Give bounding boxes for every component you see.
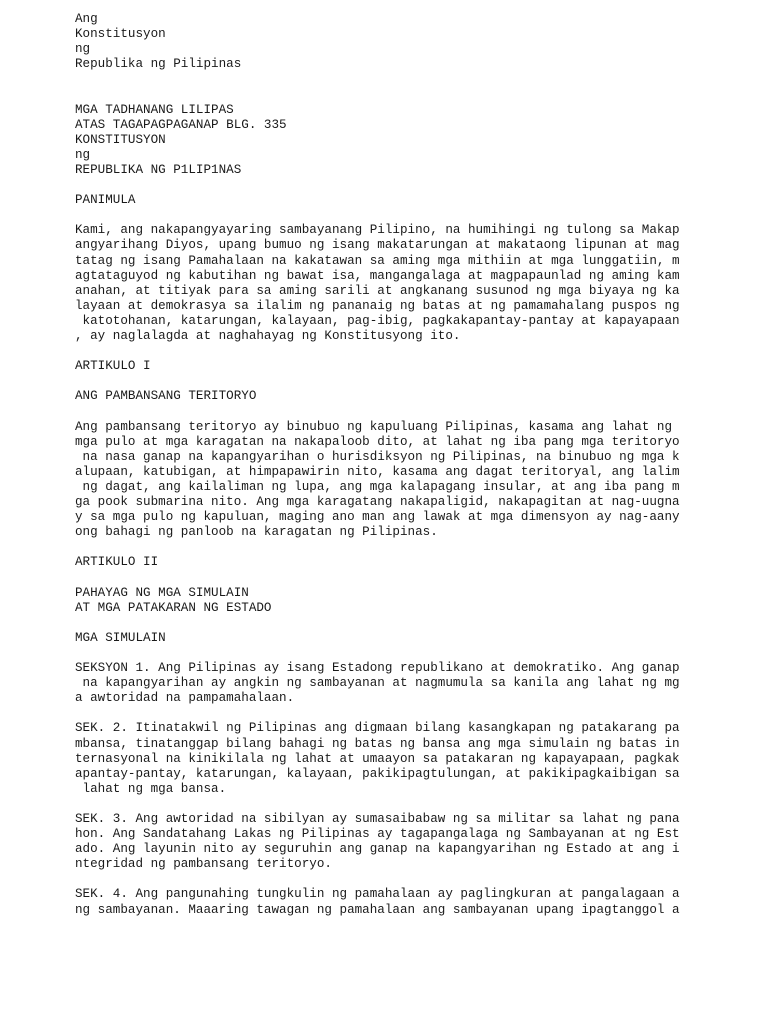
text-line: na kapangyarihan ay angkin ng sambayanan at nagmumula sa kanila ang lahat ng mg [75,676,680,691]
text-line: alupaan, katubigan, at himpapawirin nito, kasama ang dagat teritoryal, ang lalim [75,464,680,479]
text-line: ANG PAMBANSANG TERITORYO [75,389,257,404]
text-line: SEK. 2. Itinatakwil ng Pilipinas ang digmaan bilang kasangkapan ng patakarang pa [75,721,680,736]
text-line: agtataguyod ng kabutihan ng bawat isa, mangangalaga at magpapaunlad ng aming kam [75,268,680,283]
blank-line [75,374,755,389]
text-line: ong bahagi ng panloob na karagatan ng Pilipinas. [75,525,438,540]
blank-line [75,616,755,631]
text-line: , ay naglalagda at naghahayag ng Konstitusyong ito. [75,328,461,343]
text-line: mbansa, tinatanggap bilang bahagi ng batas ng bansa ang mga simulain ng batas in [75,736,680,751]
blank-line [75,208,755,223]
text-line: Kami, ang nakapangyayaring sambayanang Pilipino, na humihingi ng tulong sa Makap [75,223,680,238]
text-line: ng [75,147,91,162]
text-line: ATAS TAGAPAGPAGANAP BLG. 335 [75,117,287,132]
text-line: tatag ng isang Pamahalaan na kakatawan sa aming mga mithiin at mga lunggatiin, m [75,253,680,268]
text-line: REPUBLIKA NG P1LIP1NAS [75,162,242,177]
blank-line [75,706,755,721]
text-line: KONSTITUSYON [75,132,166,147]
text-line: hon. Ang Sandatahang Lakas ng Pilipinas ay tagapangalaga ng Sambayanan at ng Est [75,827,680,842]
text-line: angyarihang Diyos, upang bumuo ng isang makatarungan at makataong lipunan at mag [75,238,680,253]
text-line: ARTIKULO I [75,359,151,374]
document-page [75,12,755,918]
text-line: PAHAYAG NG MGA SIMULAIN [75,585,249,600]
text-line: MGA TADHANANG LILIPAS [75,102,234,117]
text-line: Republika ng Pilipinas [75,57,242,72]
text-line: AT MGA PATAKARAN NG ESTADO [75,600,272,615]
text-line: SEKSYON 1. Ang Pilipinas ay isang Estadong republikano at demokratiko. Ang ganap [75,661,680,676]
text-line: ng [75,42,91,57]
text-line: ntegridad ng pambansang teritoryo. [75,857,332,872]
blank-line [75,72,755,87]
text-line: Ang pambansang teritoryo ay binubuo ng kapuluang Pilipinas, kasama ang lahat ng [75,419,673,434]
blank-line [75,540,755,555]
blank-line [75,404,755,419]
text-line: apantay-pantay, katarungan, kalayaan, pakikipagtulungan, at pakikipagkaibigan sa [75,766,680,781]
blank-line [75,570,755,585]
text-line: katotohanan, katarungan, kalayaan, pag-ibig, pagkakapantay-pantay at kapayapaan [75,313,680,328]
text-line: PANIMULA [75,193,136,208]
blank-line [75,797,755,812]
blank-line [75,178,755,193]
text-line: MGA SIMULAIN [75,630,166,645]
text-line: ado. Ang layunin nito ay seguruhin ang ganap na kapangyarihan ng Estado at ang i [75,842,680,857]
text-line: ng sambayanan. Maaaring tawagan ng pamahalaan ang sambayanan upang ipagtanggol a [75,902,680,917]
text-line: ARTIKULO II [75,555,159,570]
text-line: ng dagat, ang kailaliman ng lupa, ang mga kalapagang insular, at ang iba pang m [75,479,680,494]
blank-line [75,344,755,359]
blank-line [75,87,755,102]
blank-line [75,646,755,661]
text-line: Ang [75,12,98,26]
text-line: Konstitusyon [75,27,166,42]
text-line: y sa mga pulo ng kapuluan, maging ano man ang lawak at mga dimensyon ay nag-aany [75,510,680,525]
text-line: SEK. 4. Ang pangunahing tungkulin ng pamahalaan ay paglingkuran at pangalagaan a [75,887,680,902]
text-line: SEK. 3. Ang awtoridad na sibilyan ay sumasaibabaw ng sa militar sa lahat ng pana [75,811,680,826]
text-line: lahat ng mga bansa. [75,781,227,796]
text-line: na nasa ganap na kapangyarihan o hurisdiksyon ng Pilipinas, na binubuo ng mga k [75,449,680,464]
text-line: mga pulo at mga karagatan na nakapaloob dito, at lahat ng iba pang mga teritoryo [75,434,680,449]
text-line: layaan at demokrasya sa ilalim ng pananaig ng batas at ng pamamahalang puspos ng [75,298,680,313]
text-line: a awtoridad na pampamahalaan. [75,691,295,706]
text-line: anahan, at titiyak para sa aming sarili at angkanang susunod ng mga biyaya ng ka [75,283,680,298]
text-line: ternasyonal na kinikilala ng lahat at umaayon sa patakaran ng kapayapaan, pagkak [75,751,680,766]
text-line: ga pook submarina nito. Ang mga karagatang nakapaligid, nakapagitan at nag-uugna [75,495,680,509]
blank-line [75,872,755,887]
